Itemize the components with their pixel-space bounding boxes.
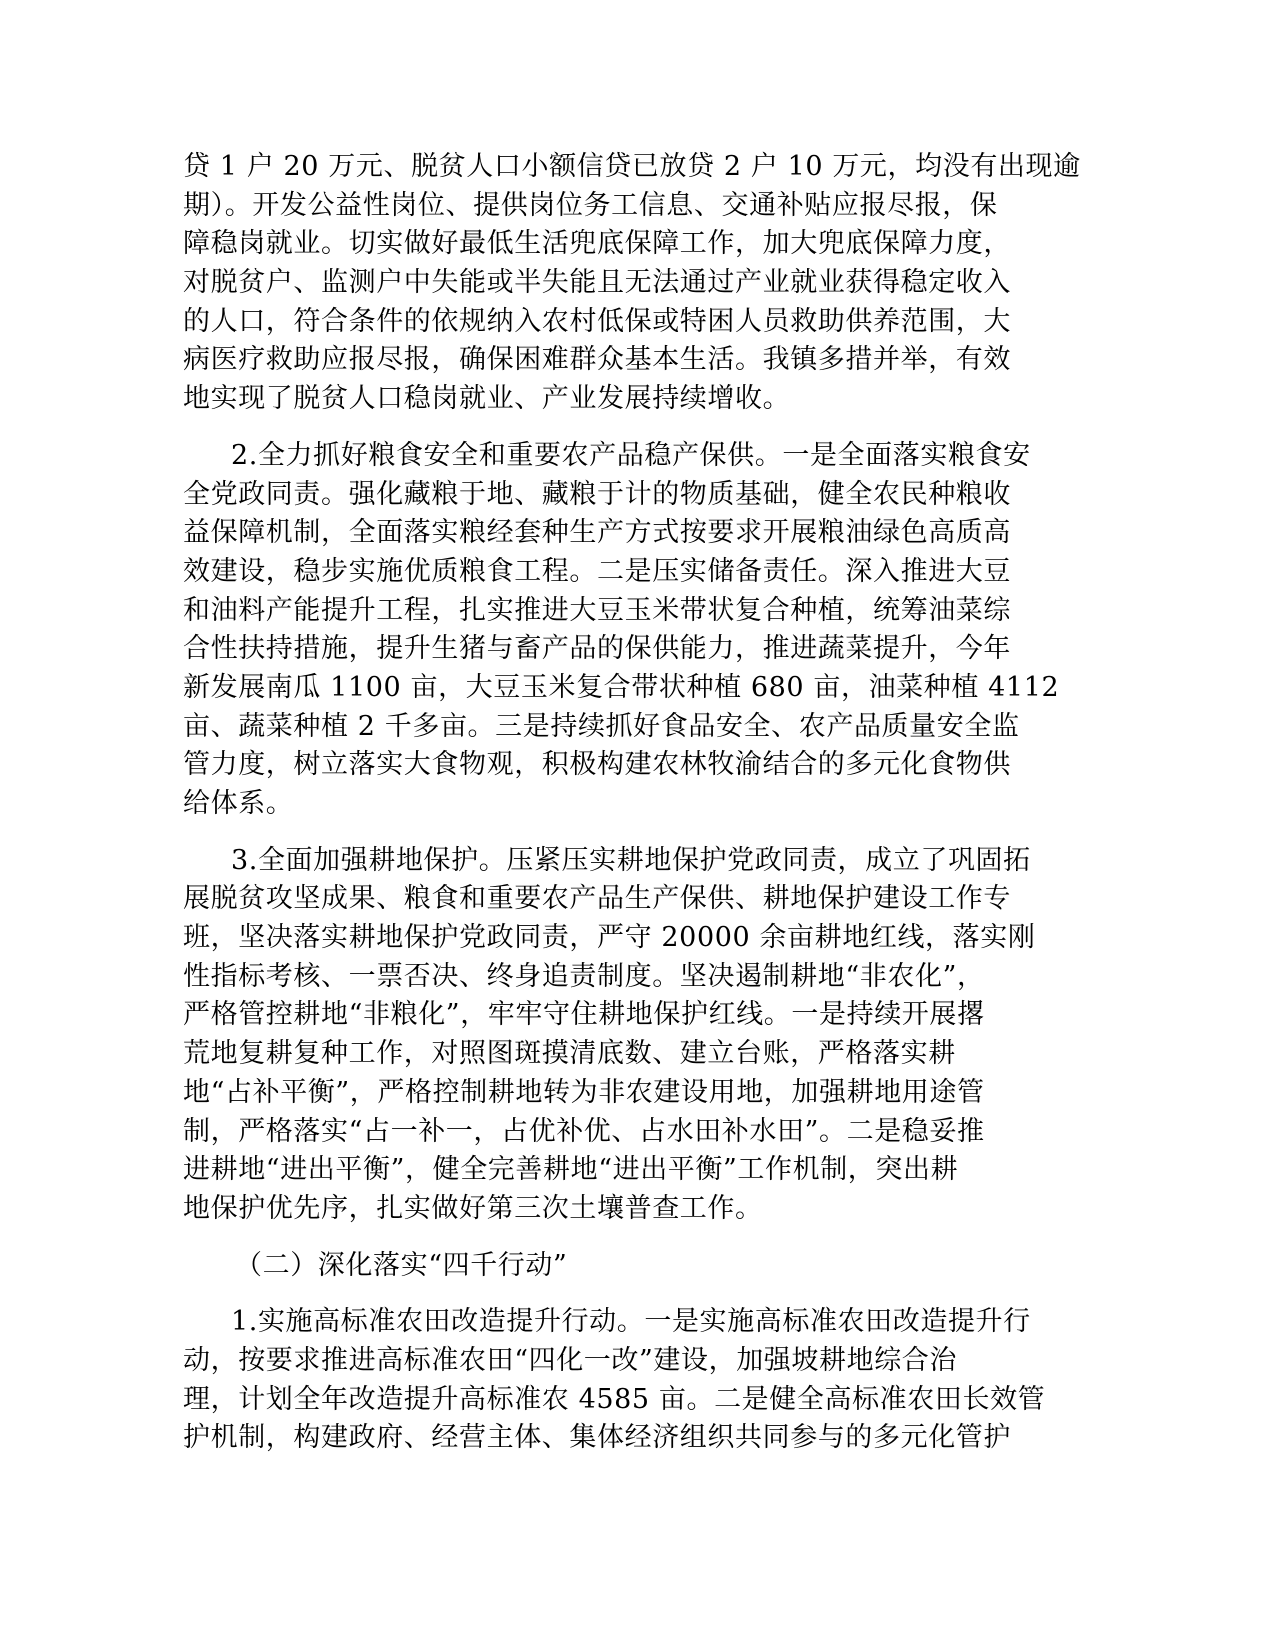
text-line: 性指标考核、一票否决、终身追责制度。坚决遏制耕地“非农化”， bbox=[183, 960, 985, 992]
text-line: 新发展南瓜 1100 亩，大豆玉米复合带状种植 680 亩，油菜种植 4112 bbox=[183, 671, 1060, 703]
text-line: 制，严格落实“占一补一，占优补优、占水田补水田”。二是稳妥推 bbox=[183, 1115, 985, 1147]
text-line: 期）。开发公益性岗位、提供岗位务工信息、交通补贴应报尽报，保 bbox=[183, 189, 998, 221]
section-heading-text: （二）深化落实“四千行动” bbox=[235, 1249, 568, 1281]
text-line: 益保障机制，全面落实粮经套种生产方式按要求开展粮油绿色高质高 bbox=[183, 517, 1011, 549]
text-line: 管力度，树立落实大食物观，积极构建农林牧渝结合的多元化食物供 bbox=[183, 749, 1011, 781]
text-line: 贷 1 户 20 万元、脱贫人口小额信贷已放贷 2 户 10 万元，均没有出现逾 bbox=[183, 151, 1081, 182]
text-line: 效建设，稳步实施优质粮食工程。二是压实储备责任。深入推进大豆 bbox=[183, 555, 1011, 587]
document-body bbox=[183, 148, 1083, 1476]
text-line: 班，坚决落实耕地保护党政同责，严守 20000 余亩耕地红线，落实刚 bbox=[183, 922, 1036, 954]
text-line: 和油料产能提升工程，扎实推进大豆玉米带状复合种植，统筹油菜综 bbox=[183, 594, 1011, 626]
text-line: 3.全面加强耕地保护。压紧压实耕地保护党政同责，成立了巩固拓 bbox=[231, 844, 1031, 876]
text-line: 地实现了脱贫人口稳岗就业、产业发展持续增收。 bbox=[183, 383, 791, 415]
text-line: 荒地复耕复种工作，对照图斑摸清底数、建立台账，严格落实耕 bbox=[183, 1038, 956, 1070]
text-line: 给体系。 bbox=[183, 788, 294, 819]
text-line: 的人口，符合条件的依规纳入农村低保或特困人员救助供养范围，大 bbox=[183, 305, 1011, 337]
text-line: 展脱贫攻坚成果、粮食和重要农产品生产保供、耕地保护建设工作专 bbox=[183, 883, 1011, 915]
text-line: 地保护优先序，扎实做好第三次土壤普查工作。 bbox=[183, 1192, 763, 1224]
paragraph-food-security bbox=[183, 437, 1083, 824]
text-line: 地“占补平衡”，严格控制耕地转为非农建设用地，加强耕地用途管 bbox=[183, 1076, 985, 1108]
text-line: 障稳岗就业。切实做好最低生活兜底保障工作，加大兜底保障力度， bbox=[183, 228, 1011, 260]
text-line: 病医疗救助应报尽报，确保困难群众基本生活。我镇多措并举，有效 bbox=[183, 344, 1011, 376]
text-line: 进耕地“进出平衡”，健全完善耕地“进出平衡”工作机制，突出耕 bbox=[183, 1154, 959, 1186]
text-line: 理，计划全年改造提升高标准农 4585 亩。二是健全高标准农田长效管 bbox=[183, 1383, 1046, 1415]
text-line: 亩、蔬菜种植 2 千多亩。三是持续抓好食品安全、农产品质量安全监 bbox=[183, 710, 1020, 742]
paragraph-high-standard-farmland bbox=[183, 1303, 1083, 1458]
text-line: 1.实施高标准农田改造提升行动。一是实施高标准农田改造提升行 bbox=[231, 1306, 1031, 1338]
paragraph-farmland-protection bbox=[183, 842, 1083, 1229]
text-line: 严格管控耕地“非粮化”，牢牢守住耕地保护红线。一是持续开展撂 bbox=[183, 999, 985, 1031]
text-line: 2.全力抓好粮食安全和重要农产品稳产保供。一是全面落实粮食安 bbox=[231, 439, 1031, 471]
text-line: 护机制，构建政府、经营主体、集体经济组织共同参与的多元化管护 bbox=[183, 1422, 1011, 1454]
text-line: 全党政同责。强化藏粮于地、藏粮于计的物质基础，健全农民种粮收 bbox=[183, 478, 1011, 510]
paragraph-poverty-employment bbox=[183, 148, 1083, 419]
section-heading bbox=[183, 1247, 1083, 1286]
text-line: 对脱贫户、监测户中失能或半失能且无法通过产业就业获得稳定收入 bbox=[183, 267, 1011, 299]
text-line: 合性扶持措施，提升生猪与畜产品的保供能力，推进蔬菜提升，今年 bbox=[183, 633, 1011, 665]
text-line: 动，按要求推进高标准农田“四化一改”建设，加强坡耕地综合治 bbox=[183, 1344, 958, 1376]
